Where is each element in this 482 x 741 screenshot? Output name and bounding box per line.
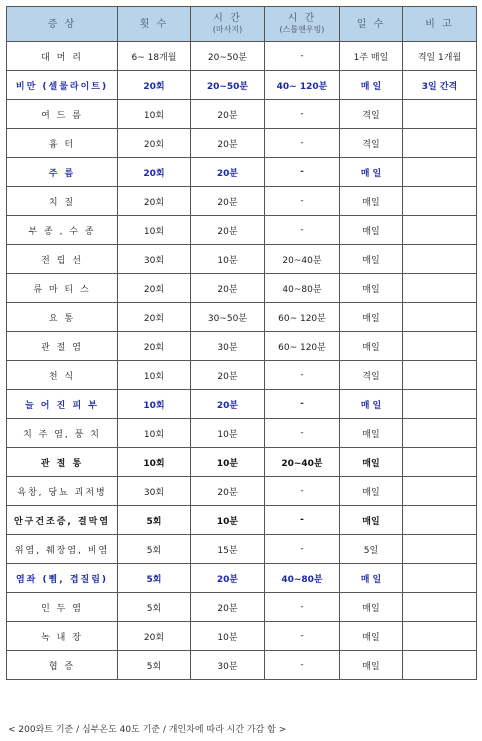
table-row xyxy=(7,71,477,100)
cell-time-steam: 20~40분 xyxy=(265,245,340,274)
table-body xyxy=(7,42,477,680)
cell-note xyxy=(403,332,477,361)
cell-time-steam: - xyxy=(265,100,340,129)
cell-frequency: 매 일 xyxy=(340,158,403,187)
cell-time-steam: - xyxy=(265,622,340,651)
table-row xyxy=(7,535,477,564)
cell-symptom: 류 마 티 스 xyxy=(7,274,118,303)
cell-note xyxy=(403,274,477,303)
cell-symptom: 부 종 , 수 종 xyxy=(7,216,118,245)
cell-time-steam: 60~ 120분 xyxy=(265,303,340,332)
cell-note xyxy=(403,535,477,564)
cell-time-steam: 20~40분 xyxy=(265,448,340,477)
header-time-steam: 시 간 (스톱앤우빙) xyxy=(265,7,340,42)
cell-frequency: 매 일 xyxy=(340,71,403,100)
cell-note xyxy=(403,361,477,390)
cell-note xyxy=(403,564,477,593)
cell-count: 5회 xyxy=(118,564,191,593)
cell-frequency: 매일 xyxy=(340,419,403,448)
cell-symptom: 흉 터 xyxy=(7,129,118,158)
table-row xyxy=(7,100,477,129)
cell-symptom: 관 절 통 xyxy=(7,448,118,477)
cell-time-steam: - xyxy=(265,187,340,216)
cell-time-steam: - xyxy=(265,477,340,506)
cell-symptom: 주 름 xyxy=(7,158,118,187)
cell-time-steam: - xyxy=(265,419,340,448)
cell-symptom: 협 증 xyxy=(7,651,118,680)
cell-time-massage: 20~50분 xyxy=(191,42,265,71)
header-time-massage: 시 간 (마사지) xyxy=(191,7,265,42)
cell-note: 격일 1개월 xyxy=(403,42,477,71)
table-row xyxy=(7,593,477,622)
cell-note xyxy=(403,593,477,622)
cell-note xyxy=(403,158,477,187)
cell-symptom: 염좌 (삠, 겹질림) xyxy=(7,564,118,593)
cell-count: 20회 xyxy=(118,71,191,100)
cell-time-massage: 20분 xyxy=(191,361,265,390)
cell-time-steam: - xyxy=(265,506,340,535)
cell-note xyxy=(403,216,477,245)
cell-time-steam: - xyxy=(265,535,340,564)
cell-symptom: 여 드 름 xyxy=(7,100,118,129)
table-row xyxy=(7,564,477,593)
cell-note xyxy=(403,187,477,216)
cell-time-massage: 10분 xyxy=(191,506,265,535)
cell-count: 30회 xyxy=(118,477,191,506)
table-row xyxy=(7,187,477,216)
cell-time-massage: 20분 xyxy=(191,564,265,593)
cell-time-massage: 20분 xyxy=(191,274,265,303)
cell-frequency: 매일 xyxy=(340,651,403,680)
table-row xyxy=(7,506,477,535)
cell-time-massage: 20분 xyxy=(191,129,265,158)
cell-count: 5회 xyxy=(118,506,191,535)
cell-frequency: 매 일 xyxy=(340,564,403,593)
cell-frequency: 격일 xyxy=(340,129,403,158)
cell-symptom: 치 주 염, 풍 치 xyxy=(7,419,118,448)
cell-frequency: 매일 xyxy=(340,622,403,651)
cell-note xyxy=(403,622,477,651)
cell-note xyxy=(403,506,477,535)
cell-count: 20회 xyxy=(118,129,191,158)
table-header xyxy=(7,7,477,42)
cell-time-massage: 20분 xyxy=(191,593,265,622)
cell-note xyxy=(403,100,477,129)
cell-frequency: 매일 xyxy=(340,477,403,506)
table-row xyxy=(7,158,477,187)
cell-frequency: 매일 xyxy=(340,303,403,332)
table-row xyxy=(7,390,477,419)
cell-symptom: 안구건조증, 결막염 xyxy=(7,506,118,535)
cell-count: 10회 xyxy=(118,390,191,419)
header-count: 횟 수 xyxy=(118,7,191,42)
table-row xyxy=(7,42,477,71)
cell-symptom: 비만 (셀룰라이트) xyxy=(7,71,118,100)
cell-frequency: 매일 xyxy=(340,332,403,361)
cell-frequency: 격일 xyxy=(340,100,403,129)
footnote: < 200와트 기준 / 심부온도 40도 기준 / 개인차에 따라 시간 가감 함 > xyxy=(8,725,287,735)
cell-time-massage: 20분 xyxy=(191,477,265,506)
cell-note xyxy=(403,303,477,332)
table-row xyxy=(7,419,477,448)
table-row xyxy=(7,448,477,477)
cell-symptom: 대 머 리 xyxy=(7,42,118,71)
cell-time-steam: - xyxy=(265,129,340,158)
cell-note xyxy=(403,390,477,419)
cell-count: 10회 xyxy=(118,216,191,245)
cell-frequency: 1주 매일 xyxy=(340,42,403,71)
cell-count: 20회 xyxy=(118,158,191,187)
header-frequency: 일 수 xyxy=(340,7,403,42)
cell-note xyxy=(403,245,477,274)
cell-symptom: 인 두 염 xyxy=(7,593,118,622)
table-row xyxy=(7,245,477,274)
table-row xyxy=(7,303,477,332)
table-row xyxy=(7,216,477,245)
cell-symptom: 관 절 염 xyxy=(7,332,118,361)
cell-frequency: 매일 xyxy=(340,506,403,535)
cell-frequency: 매 일 xyxy=(340,390,403,419)
cell-count: 20회 xyxy=(118,187,191,216)
cell-symptom: 욕창, 당뇨 괴저병 xyxy=(7,477,118,506)
cell-note xyxy=(403,651,477,680)
cell-time-steam: - xyxy=(265,651,340,680)
cell-note: 3일 간격 xyxy=(403,71,477,100)
cell-time-massage: 30분 xyxy=(191,651,265,680)
cell-time-massage: 10분 xyxy=(191,448,265,477)
cell-frequency: 매일 xyxy=(340,245,403,274)
cell-count: 10회 xyxy=(118,100,191,129)
cell-time-massage: 20분 xyxy=(191,187,265,216)
table-row xyxy=(7,332,477,361)
cell-time-steam: - xyxy=(265,42,340,71)
cell-time-massage: 15분 xyxy=(191,535,265,564)
table-row xyxy=(7,274,477,303)
table-row xyxy=(7,477,477,506)
cell-time-steam: 60~ 120분 xyxy=(265,332,340,361)
cell-frequency: 매일 xyxy=(340,593,403,622)
table-row xyxy=(7,622,477,651)
cell-count: 10회 xyxy=(118,361,191,390)
cell-symptom: 녹 내 장 xyxy=(7,622,118,651)
cell-time-massage: 20~50분 xyxy=(191,71,265,100)
cell-time-steam: - xyxy=(265,216,340,245)
cell-symptom: 위염, 췌장염, 비염 xyxy=(7,535,118,564)
treatment-schedule-table xyxy=(6,6,477,680)
cell-time-steam: - xyxy=(265,390,340,419)
table-row xyxy=(7,361,477,390)
table-row xyxy=(7,651,477,680)
cell-note xyxy=(403,448,477,477)
cell-time-massage: 10분 xyxy=(191,622,265,651)
cell-frequency: 매일 xyxy=(340,274,403,303)
cell-count: 30회 xyxy=(118,245,191,274)
cell-frequency: 매일 xyxy=(340,216,403,245)
cell-frequency: 매일 xyxy=(340,448,403,477)
cell-time-steam: 40~80분 xyxy=(265,274,340,303)
cell-frequency: 매일 xyxy=(340,187,403,216)
cell-count: 5회 xyxy=(118,593,191,622)
cell-frequency: 격일 xyxy=(340,361,403,390)
cell-time-massage: 20분 xyxy=(191,100,265,129)
cell-time-massage: 10분 xyxy=(191,419,265,448)
cell-time-steam: - xyxy=(265,158,340,187)
cell-count: 10회 xyxy=(118,448,191,477)
cell-time-massage: 20분 xyxy=(191,158,265,187)
cell-time-massage: 20분 xyxy=(191,216,265,245)
table-row xyxy=(7,129,477,158)
cell-symptom: 늘 어 진 피 부 xyxy=(7,390,118,419)
header-note: 비 고 xyxy=(403,7,477,42)
cell-count: 20회 xyxy=(118,274,191,303)
cell-symptom: 천 식 xyxy=(7,361,118,390)
cell-count: 6~ 18개월 xyxy=(118,42,191,71)
cell-time-massage: 20분 xyxy=(191,390,265,419)
cell-count: 10회 xyxy=(118,419,191,448)
cell-time-massage: 30분 xyxy=(191,332,265,361)
cell-time-massage: 10분 xyxy=(191,245,265,274)
cell-time-steam: - xyxy=(265,593,340,622)
header-symptom: 증 상 xyxy=(7,7,118,42)
cell-note xyxy=(403,129,477,158)
header-row xyxy=(7,7,477,42)
cell-time-massage: 30~50분 xyxy=(191,303,265,332)
cell-time-steam: 40~ 120분 xyxy=(265,71,340,100)
cell-symptom: 요 통 xyxy=(7,303,118,332)
cell-note xyxy=(403,477,477,506)
cell-count: 20회 xyxy=(118,622,191,651)
cell-count: 20회 xyxy=(118,332,191,361)
cell-symptom: 전 립 선 xyxy=(7,245,118,274)
cell-count: 20회 xyxy=(118,303,191,332)
cell-symptom: 치 질 xyxy=(7,187,118,216)
cell-frequency: 5일 xyxy=(340,535,403,564)
cell-count: 5회 xyxy=(118,535,191,564)
cell-time-steam: - xyxy=(265,361,340,390)
cell-time-steam: 40~80분 xyxy=(265,564,340,593)
cell-count: 5회 xyxy=(118,651,191,680)
cell-note xyxy=(403,419,477,448)
